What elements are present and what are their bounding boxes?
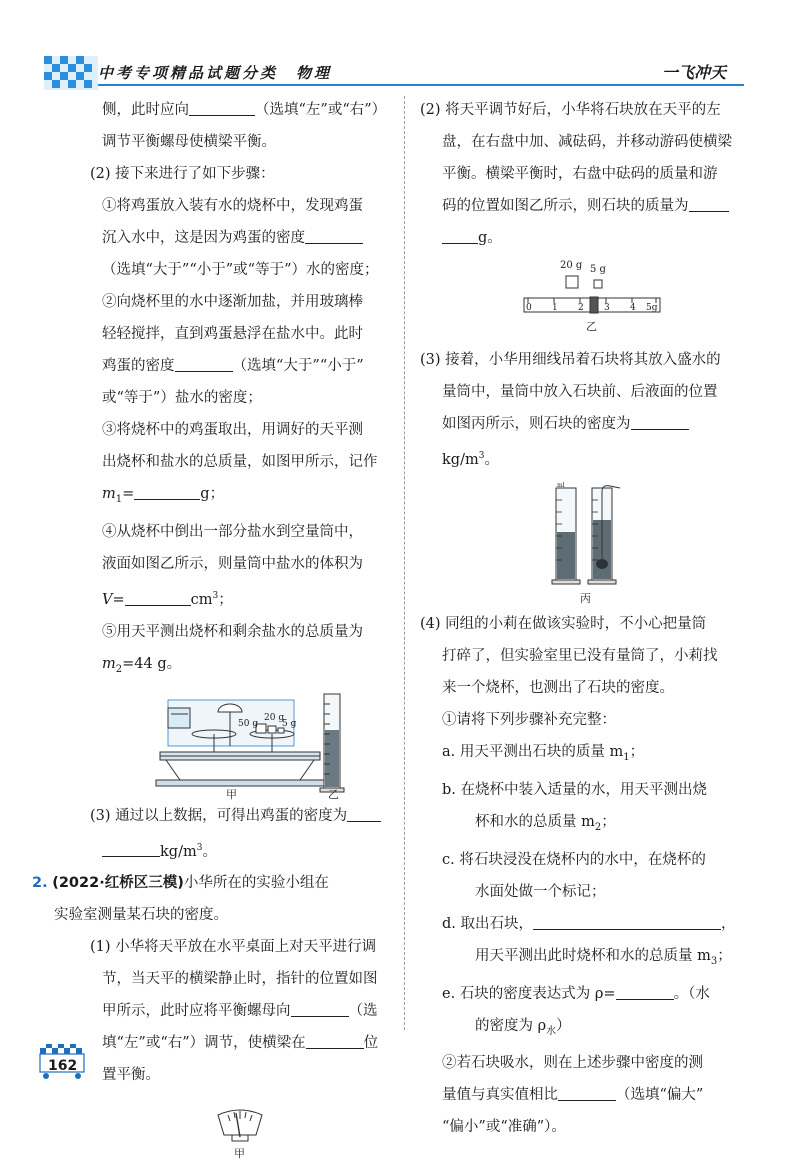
header-subject: 物理	[296, 64, 333, 82]
header-series-title: 中考专项精品试题分类	[98, 64, 279, 82]
answer-blank[interactable]	[631, 411, 689, 430]
step-d	[420, 908, 742, 940]
text: ）	[556, 1017, 571, 1034]
text-line: 节，当天平的横梁静止时，指针的位置如图	[102, 971, 378, 988]
text-line: 水面处做一个标记；	[475, 883, 606, 900]
text-line	[68, 350, 390, 382]
figure-pointer-dial	[68, 1093, 390, 1163]
cylinder-unit: ml	[557, 481, 565, 489]
text-line: (3) 接着，小华用细线吊着石块将其放入盛水的	[420, 352, 721, 368]
text: 。	[484, 451, 499, 468]
text-line	[420, 806, 742, 844]
sup: 3	[212, 590, 219, 601]
text: 如图丙所示，则石块的密度为	[442, 416, 631, 432]
answer-blank[interactable]	[291, 998, 349, 1017]
text-line: 实验室测量某石块的密度。	[54, 907, 228, 924]
text: 甲所示，此时应将平衡螺母向	[102, 1003, 291, 1020]
text: 小华所在的实验小组在	[183, 875, 329, 892]
text: （选填“左”或“右”）	[255, 102, 387, 118]
answer-blank[interactable]	[306, 1030, 364, 1049]
figure-balance-and-cylinder	[68, 690, 390, 800]
text: kg/m	[442, 451, 479, 468]
figure-caption-yi: 乙	[328, 787, 339, 800]
text: g；	[200, 486, 225, 502]
page-number: 162	[48, 1058, 78, 1074]
text: 用天平测出此时烧杯和水的总质量 m	[475, 947, 711, 964]
text: kg/m	[160, 843, 197, 860]
weight-label: 20 g	[560, 260, 583, 271]
sub: 3	[710, 955, 718, 967]
answer-blank[interactable]	[689, 193, 729, 212]
text: （选	[348, 1003, 378, 1020]
text: cm	[190, 591, 213, 608]
text-line: ①请将下列步骤补充完整：	[442, 711, 616, 728]
figure-caption-jia: 甲	[234, 1147, 245, 1161]
answer-blank[interactable]	[175, 353, 233, 372]
text-line	[68, 832, 390, 868]
scale-tick: 0	[526, 303, 532, 313]
text: 鸡蛋的密度	[102, 358, 175, 374]
text-line	[420, 1010, 742, 1048]
weight-label: 50 g	[238, 718, 259, 729]
text: 杯和水的总质量 m	[475, 813, 595, 830]
text: ，	[721, 915, 736, 932]
text-line: ②向烧杯里的水中逐渐加盐，并用玻璃棒	[102, 294, 363, 310]
text: d. 取出石块，	[442, 915, 533, 932]
var: m	[102, 655, 116, 672]
page-header	[0, 0, 800, 100]
scale-tick: 1	[552, 303, 558, 313]
text: ；	[717, 947, 732, 964]
header-checker-decoration	[44, 56, 98, 90]
text-line: 平衡。横梁平衡时，右盘中砝码的质量和游	[442, 166, 718, 182]
weight-label: 20 g	[264, 712, 285, 723]
text: g。	[478, 230, 502, 246]
text-line: (4) 同组的小莉在做该实验时，不小心把量筒	[420, 615, 707, 632]
text: 侧，此时应向	[102, 102, 189, 118]
sup: 3	[196, 842, 203, 853]
text-line	[68, 580, 390, 616]
text-line	[420, 940, 742, 978]
text: 。（水	[673, 985, 710, 1002]
text: =44 g。	[122, 655, 182, 672]
text-line: (1) 小华将天平放在水平桌面上对天平进行调	[90, 939, 377, 956]
answer-blank[interactable]	[134, 481, 200, 500]
text-line	[420, 1079, 742, 1111]
text-line	[68, 1027, 390, 1059]
text-line	[68, 995, 390, 1027]
step-e	[420, 978, 742, 1010]
text-line: (2) 将天平调节好后，小华将石块放在天平的左	[420, 102, 721, 118]
text-line: 轻轻搅拌，直到鸡蛋悬浮在盐水中。此时	[102, 326, 363, 342]
text-line: （选填“大于”“小于”或“等于”）水的密度；	[102, 262, 379, 278]
figure-caption-bing: 丙	[580, 591, 591, 605]
text-line	[420, 408, 742, 440]
text-line: 置平衡。	[102, 1067, 160, 1084]
header-title	[98, 62, 332, 83]
text: 码的位置如图乙所示，则石块的质量为	[442, 198, 689, 214]
figure-graduated-cylinders	[420, 480, 742, 608]
text-line	[420, 222, 742, 254]
scale-tick: 4	[630, 303, 636, 313]
sub: 2	[594, 821, 602, 833]
problem-2-header	[32, 867, 390, 899]
var: V=	[102, 591, 125, 608]
text-line: 盘，在右盘中加、减砝码，并移动游码使横梁	[442, 134, 732, 150]
text-line: ②若石块吸水，则在上述步骤中密度的测	[442, 1055, 703, 1072]
header-logo: 一飞冲天	[662, 63, 727, 82]
text-line: 出烧杯和盐水的总质量，如图甲所示，记作	[102, 454, 378, 470]
page-number-badge	[36, 1044, 92, 1084]
text: 沉入水中，这是因为鸡蛋的密度	[102, 230, 305, 246]
step-a	[420, 736, 742, 774]
text-line: ③将烧杯中的鸡蛋取出，用调好的天平测	[102, 422, 363, 438]
text-line: ①将鸡蛋放入装有水的烧杯中，发现鸡蛋	[102, 198, 363, 214]
text: ；	[629, 743, 645, 760]
column-divider	[404, 96, 405, 1030]
answer-blank[interactable]	[189, 97, 255, 116]
header-rule	[98, 84, 744, 86]
figure-weights-and-rider-scale	[420, 254, 742, 344]
answer-blank[interactable]	[102, 838, 160, 857]
var: m	[102, 486, 116, 502]
text: 位	[363, 1035, 379, 1052]
text-line: 来一个烧杯，也测出了石块的密度。	[442, 679, 674, 696]
scale-tick: 3	[604, 303, 610, 313]
weight-label: 5 g	[590, 264, 606, 275]
step-c: c. 将石块浸没在烧杯内的水中，在烧杯的	[442, 851, 706, 868]
problem-source: (2022·红桥区三模)	[52, 875, 184, 892]
text: 填“左”或“右”）调节，使横梁在	[102, 1035, 306, 1052]
answer-blank[interactable]	[616, 981, 674, 1000]
text-line: “偏小”或“准确”）。	[442, 1119, 566, 1136]
text-line	[68, 94, 390, 126]
text: （选填“大于”“小于”	[232, 358, 364, 374]
sub: 2	[115, 663, 123, 675]
sub: 水	[546, 1025, 557, 1037]
answer-blank[interactable]	[558, 1082, 616, 1101]
right-column	[420, 94, 742, 1143]
text-line: ④从烧杯中倒出一部分盐水到空量筒中，	[102, 523, 363, 540]
text: 量值与真实值相比	[442, 1087, 558, 1104]
text-line: ⑤用天平测出烧杯和剩余盐水的总质量为	[102, 623, 363, 640]
step-b: b. 在烧杯中装入适量的水，用天平测出烧	[442, 781, 707, 798]
text-line	[420, 190, 742, 222]
text: (3) 通过以上数据，可得出鸡蛋的密度为	[90, 807, 348, 824]
problem-number: 2.	[32, 875, 48, 892]
text-line: 量筒中，量筒中放入石块前、后液面的位置	[442, 384, 718, 400]
text: a. 用天平测出石块的质量 m	[442, 743, 624, 760]
sup: 3	[478, 451, 485, 461]
text: 。	[202, 843, 217, 860]
figure-caption-yi: 乙	[586, 320, 597, 333]
sub: 1	[623, 751, 630, 763]
text: e. 石块的密度表达式为 ρ=	[442, 985, 616, 1002]
text-line: 液面如图乙所示，则量筒中盐水的体积为	[102, 555, 363, 572]
weight-label: 5 g	[282, 718, 297, 729]
answer-blank[interactable]	[125, 587, 191, 606]
text: ；	[218, 591, 233, 608]
answer-blank[interactable]	[442, 225, 478, 244]
scale-tick: 2	[578, 303, 584, 313]
answer-blank[interactable]	[347, 803, 381, 822]
text-line: 打碎了，但实验室里已没有量筒了，小莉找	[442, 647, 718, 664]
text-line: 或“等于”）盐水的密度；	[102, 390, 262, 406]
text-line	[68, 478, 390, 516]
answer-blank[interactable]	[305, 225, 363, 244]
question-3	[68, 800, 390, 832]
sub: 1	[115, 493, 123, 505]
text-line	[420, 440, 742, 476]
text-line: 调节平衡螺母使横梁平衡。	[102, 134, 276, 150]
text: 的密度为 ρ	[475, 1017, 547, 1034]
answer-blank[interactable]	[533, 911, 721, 930]
text-line	[68, 648, 390, 686]
text: （选填“偏大”	[616, 1087, 704, 1104]
scale-tick: 5g	[646, 303, 658, 313]
question-2-intro: (2) 接下来进行了如下步骤：	[90, 166, 275, 182]
text-line	[68, 222, 390, 254]
text: ；	[601, 813, 616, 830]
text: =	[122, 486, 135, 502]
figure-caption-jia: 甲	[226, 787, 237, 800]
